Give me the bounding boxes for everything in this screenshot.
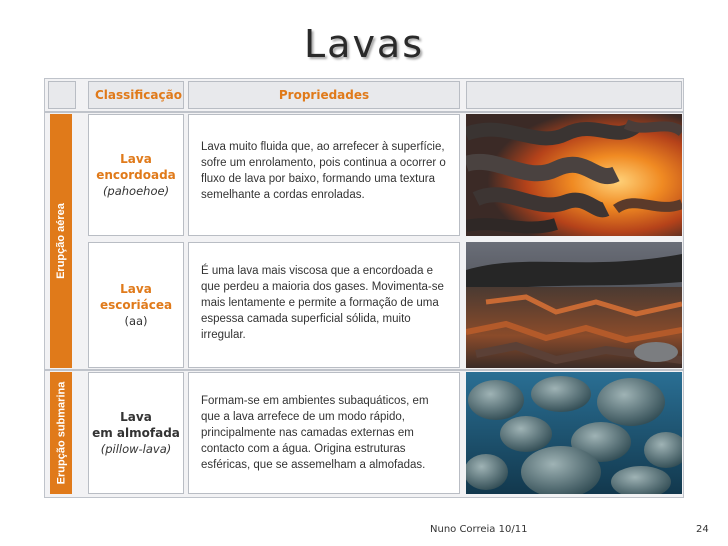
side-label-submarina [50,372,72,494]
property-text: Formam-se em ambientes subaquáticos, em que a lava arrefece de um modo rápido, principalmente nas camadas externas em contacto com a água. Origina estruturas esféricas, que se assemelham a almofadas. [201,395,429,471]
header-propriedades [188,81,460,109]
classification-name-line1: Lava [120,282,152,296]
property-text: Lava muito fluida que, ao arrefecer à superfície, sofre um enrolamento, pois continua a ocorrer o fluxo de lava por baixo, formando uma textura semelhante a cordas enroladas. [201,141,446,201]
aa-lava-image [466,242,682,368]
side-label-aerea-text: Erupção aérea [55,203,68,279]
pahoehoe-lava-illustration [466,114,682,236]
header-propriedades-label: Propriedades [278,88,370,102]
pillow-lava-illustration [466,372,682,494]
pillow-lava-image [466,372,682,494]
property-cell-almofada [188,372,460,494]
page-title: Lavas [303,22,425,66]
classification-name-line2: escoriácea [99,298,173,312]
classification-name-line1: Lava [120,410,152,424]
side-label-aerea [50,114,72,368]
classification-cell-almofada [88,372,184,494]
header-classificacao-label: Classificação [95,88,182,102]
classification-name-line2: em almofada [92,426,180,440]
lava-classification-table [44,78,684,498]
classification-name-line1: Lava [120,152,152,166]
property-cell-escoriacea [188,242,460,368]
classification-name-line3: (aa) [124,314,148,328]
pahoehoe-lava-image [466,114,682,236]
classification-cell-encordoada [88,114,184,236]
classification-name-line3: (pahoehoe) [102,184,170,198]
aa-lava-illustration [466,242,682,368]
side-label-submarina-text: Erupção submarina [55,381,68,485]
footer-page-number: 24 [696,524,709,535]
property-text: É uma lava mais viscosa que a encordoada e que perdeu a maioria dos gases. Movimenta-se mais lentamente e permite a formação de uma espessa camada superficial sólida, muito irregular. [201,265,444,341]
footer-author: Nuno Correia 10/11 [430,524,528,535]
classification-cell-escoriacea [88,242,184,368]
classification-name-line3: (pillow-lava) [100,442,172,456]
header-classificacao [88,81,184,109]
classification-name-line2: encordoada [96,168,176,182]
header-blank-image [466,81,682,109]
property-cell-encordoada [188,114,460,236]
header-blank-left [48,81,76,109]
